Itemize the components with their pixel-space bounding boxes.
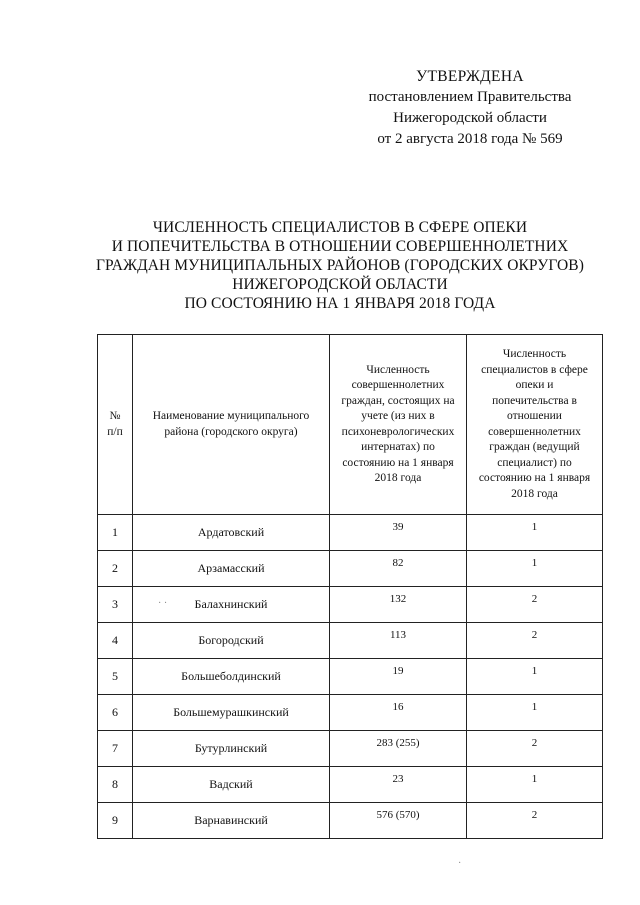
table-row [98, 515, 603, 551]
district-name: Вадский [133, 767, 330, 803]
specialists-count: 2 [467, 623, 603, 659]
citizens-count: 19 [330, 659, 467, 695]
specialists-count: 2 [467, 803, 603, 839]
specialists-count: 2 [467, 587, 603, 623]
scan-speck: · · [158, 598, 168, 609]
district-name: Балахнинский [133, 587, 330, 623]
table-header-row [98, 335, 603, 515]
title-line-2: И ПОПЕЧИТЕЛЬСТВА В ОТНОШЕНИИ СОВЕРШЕННОЛЕТНИХ [111, 238, 569, 255]
row-number: 4 [98, 623, 133, 659]
citizens-count: 82 [330, 551, 467, 587]
specialists-table [97, 334, 603, 839]
citizens-count: 23 [330, 767, 467, 803]
row-number: 5 [98, 659, 133, 695]
table-row [98, 731, 603, 767]
header-number: № п/п [98, 335, 133, 515]
row-number: 6 [98, 695, 133, 731]
district-name: Варнавинский [133, 803, 330, 839]
citizens-count: 39 [330, 515, 467, 551]
citizens-count: 132 [330, 587, 467, 623]
district-name: Бутурлинский [133, 731, 330, 767]
table-row [98, 551, 603, 587]
title-line-1: ЧИСЛЕННОСТЬ СПЕЦИАЛИСТОВ В СФЕРЕ ОПЕКИ [152, 219, 528, 236]
specialists-count: 1 [467, 551, 603, 587]
row-number: 2 [98, 551, 133, 587]
specialists-count: 1 [467, 659, 603, 695]
specialists-count: 1 [467, 515, 603, 551]
table-row [98, 623, 603, 659]
row-number: 3 [98, 587, 133, 623]
district-name: Богородский [133, 623, 330, 659]
scan-speck: · [458, 858, 462, 869]
district-name: Большеболдинский [133, 659, 330, 695]
table-row [98, 587, 603, 623]
specialists-count: 2 [467, 731, 603, 767]
table-row [98, 803, 603, 839]
approval-title: УТВЕРЖДЕНА [416, 68, 524, 85]
table-row [98, 695, 603, 731]
specialists-count: 1 [467, 695, 603, 731]
document-title [60, 218, 620, 313]
district-name: Большемурашкинский [133, 695, 330, 731]
citizens-count: 16 [330, 695, 467, 731]
approval-line-2: Нижегородской области [393, 110, 547, 126]
table-row [98, 767, 603, 803]
citizens-count: 576 (570) [330, 803, 467, 839]
title-line-5: ПО СОСТОЯНИЮ НА 1 ЯНВАРЯ 2018 ГОДА [184, 295, 496, 312]
row-number: 1 [98, 515, 133, 551]
citizens-count: 113 [330, 623, 467, 659]
header-citizens-count: Численность совершеннолетних граждан, состоящих на учете (из них в психоневрологических интернатах) по состоянию на 1 января 2018 года [330, 335, 467, 515]
row-number: 9 [98, 803, 133, 839]
approval-block [330, 66, 610, 150]
specialists-count: 1 [467, 767, 603, 803]
table-row [98, 659, 603, 695]
header-district-name: Наименование муниципального района (городского округа) [133, 335, 330, 515]
approval-line-3: от 2 августа 2018 года № 569 [377, 131, 563, 147]
district-name: Ардатовский [133, 515, 330, 551]
header-specialists-count: Численность специалистов в сфере опеки и попечительства в отношении совершеннолетних граждан (ведущий специалист) по состоянию на 1 января 2018 года [467, 335, 603, 515]
title-line-3: ГРАЖДАН МУНИЦИПАЛЬНЫХ РАЙОНОВ (ГОРОДСКИХ ОКРУГОВ) [95, 257, 585, 274]
row-number: 7 [98, 731, 133, 767]
citizens-count: 283 (255) [330, 731, 467, 767]
title-line-4: НИЖЕГОРОДСКОЙ ОБЛАСТИ [232, 276, 448, 293]
district-name: Арзамасский [133, 551, 330, 587]
approval-line-1: постановлением Правительства [368, 89, 572, 105]
row-number: 8 [98, 767, 133, 803]
